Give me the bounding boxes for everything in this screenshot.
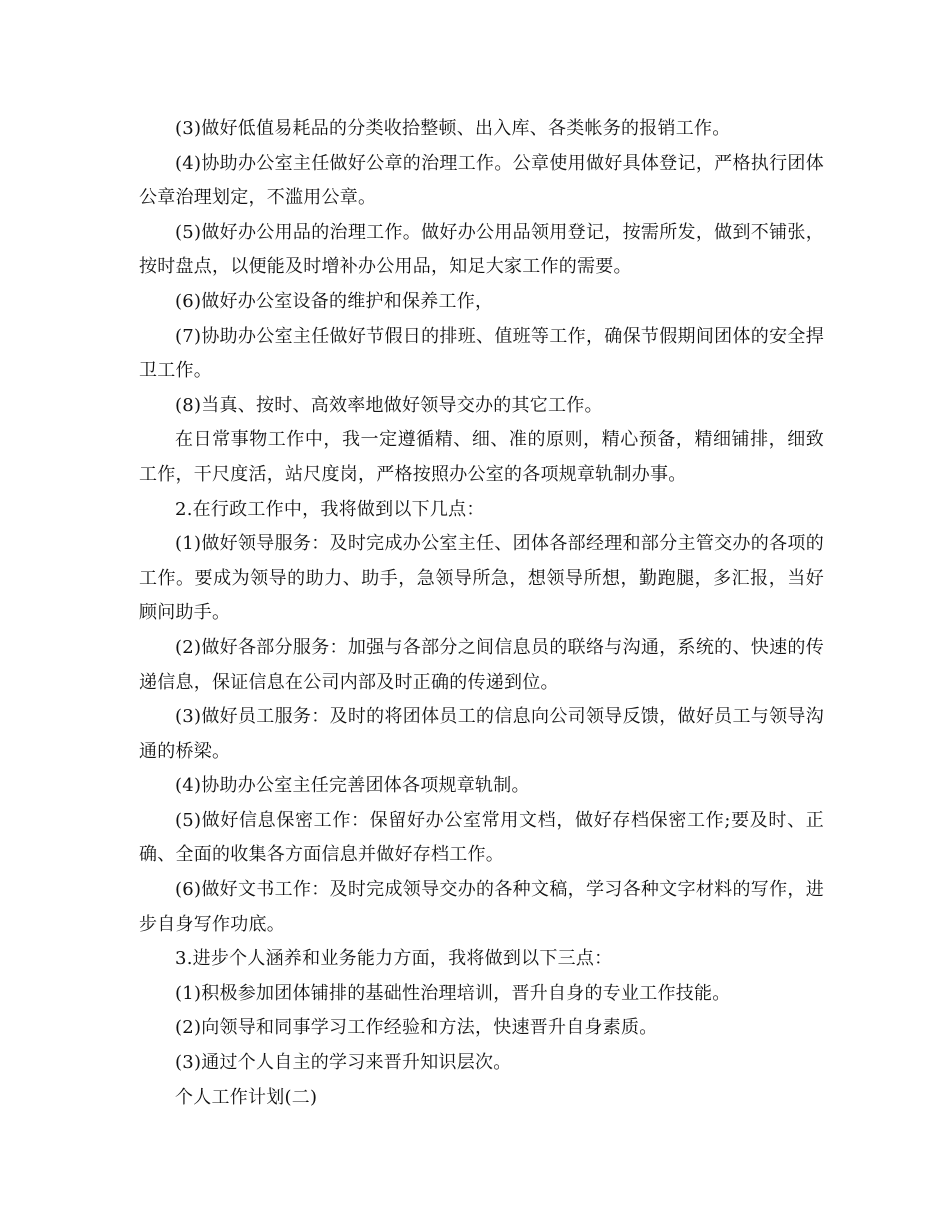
paragraph: (2)向领导和同事学习工作经验和方法，快速晋升自身素质。 (175, 1017, 658, 1039)
paragraph: (5)做好办公用品的治理工作。做好办公用品领用登记，按需所发，做到不铺张，按时盘点，以便能及时增补办公用品，知足大家工作的需要。 (139, 221, 824, 278)
paragraph: (1)积极参加团体铺排的基础性治理培训，晋升自身的专业工作技能。 (175, 982, 731, 1004)
section-heading: 2.在行政工作中，我将做到以下几点： (175, 498, 485, 520)
paragraph: 在日常事物工作中，我一定遵循精、细、准的原则，精心预备，精细铺排，细致工作，干尺度活，站尺度岗，严格按照办公室的各项规章轨制办事。 (139, 429, 824, 485)
section-heading: 3.进步个人涵养和业务能力方面，我将做到以下三点： (175, 948, 613, 970)
paragraph: (8)当真、按时、高效率地做好领导交办的其它工作。 (175, 394, 603, 416)
paragraph: (3)做好员工服务：及时的将团体员工的信息向公司领导反馈，做好员工与领导沟通的桥梁。 (139, 706, 824, 762)
paragraph: (4)协助办公室主任完善团体各项规章轨制。 (175, 775, 530, 797)
paragraph: (1)做好领导服务：及时完成办公室主任、团体各部经理和部分主管交办的各项的工作。要成为领导的助力、助手，急领导所急，想领导所想，勤跑腿，多汇报，当好顾问助手。 (139, 533, 824, 624)
paragraph: (5)做好信息保密工作：保留好办公室常用文档，做好存档保密工作;要及时、正确、全面的收集各方面信息并做好存档工作。 (139, 809, 824, 866)
paragraph: (6)做好文书工作：及时完成领导交办的各种文稿，学习各种文字材料的写作，进步自身写作功底。 (139, 879, 824, 935)
paragraph: (3)通过个人自主的学习来晋升知识层次。 (175, 1052, 512, 1074)
document-subtitle: 个人工作计划(二) (175, 1086, 318, 1108)
paragraph: (3)做好低值易耗品的分类收拾整顿、出入库、各类帐务的报销工作。 (175, 118, 731, 139)
paragraph: (6)做好办公室设备的维护和保养工作， (175, 290, 494, 312)
paragraph: (7)协助办公室主任做好节假日的排班、值班等工作，确保节假期间团体的安全捍卫工作。 (139, 325, 824, 382)
document-body (139, 112, 824, 1115)
paragraph: (4)协助办公室主任做好公章的治理工作。公章使用做好具体登记，严格执行团体公章治理划定，不滥用公章。 (139, 152, 824, 209)
paragraph: (2)做好各部分服务：加强与各部分之间信息员的联络与沟通，系统的、快速的传递信息，保证信息在公司内部及时正确的传递到位。 (139, 636, 824, 693)
